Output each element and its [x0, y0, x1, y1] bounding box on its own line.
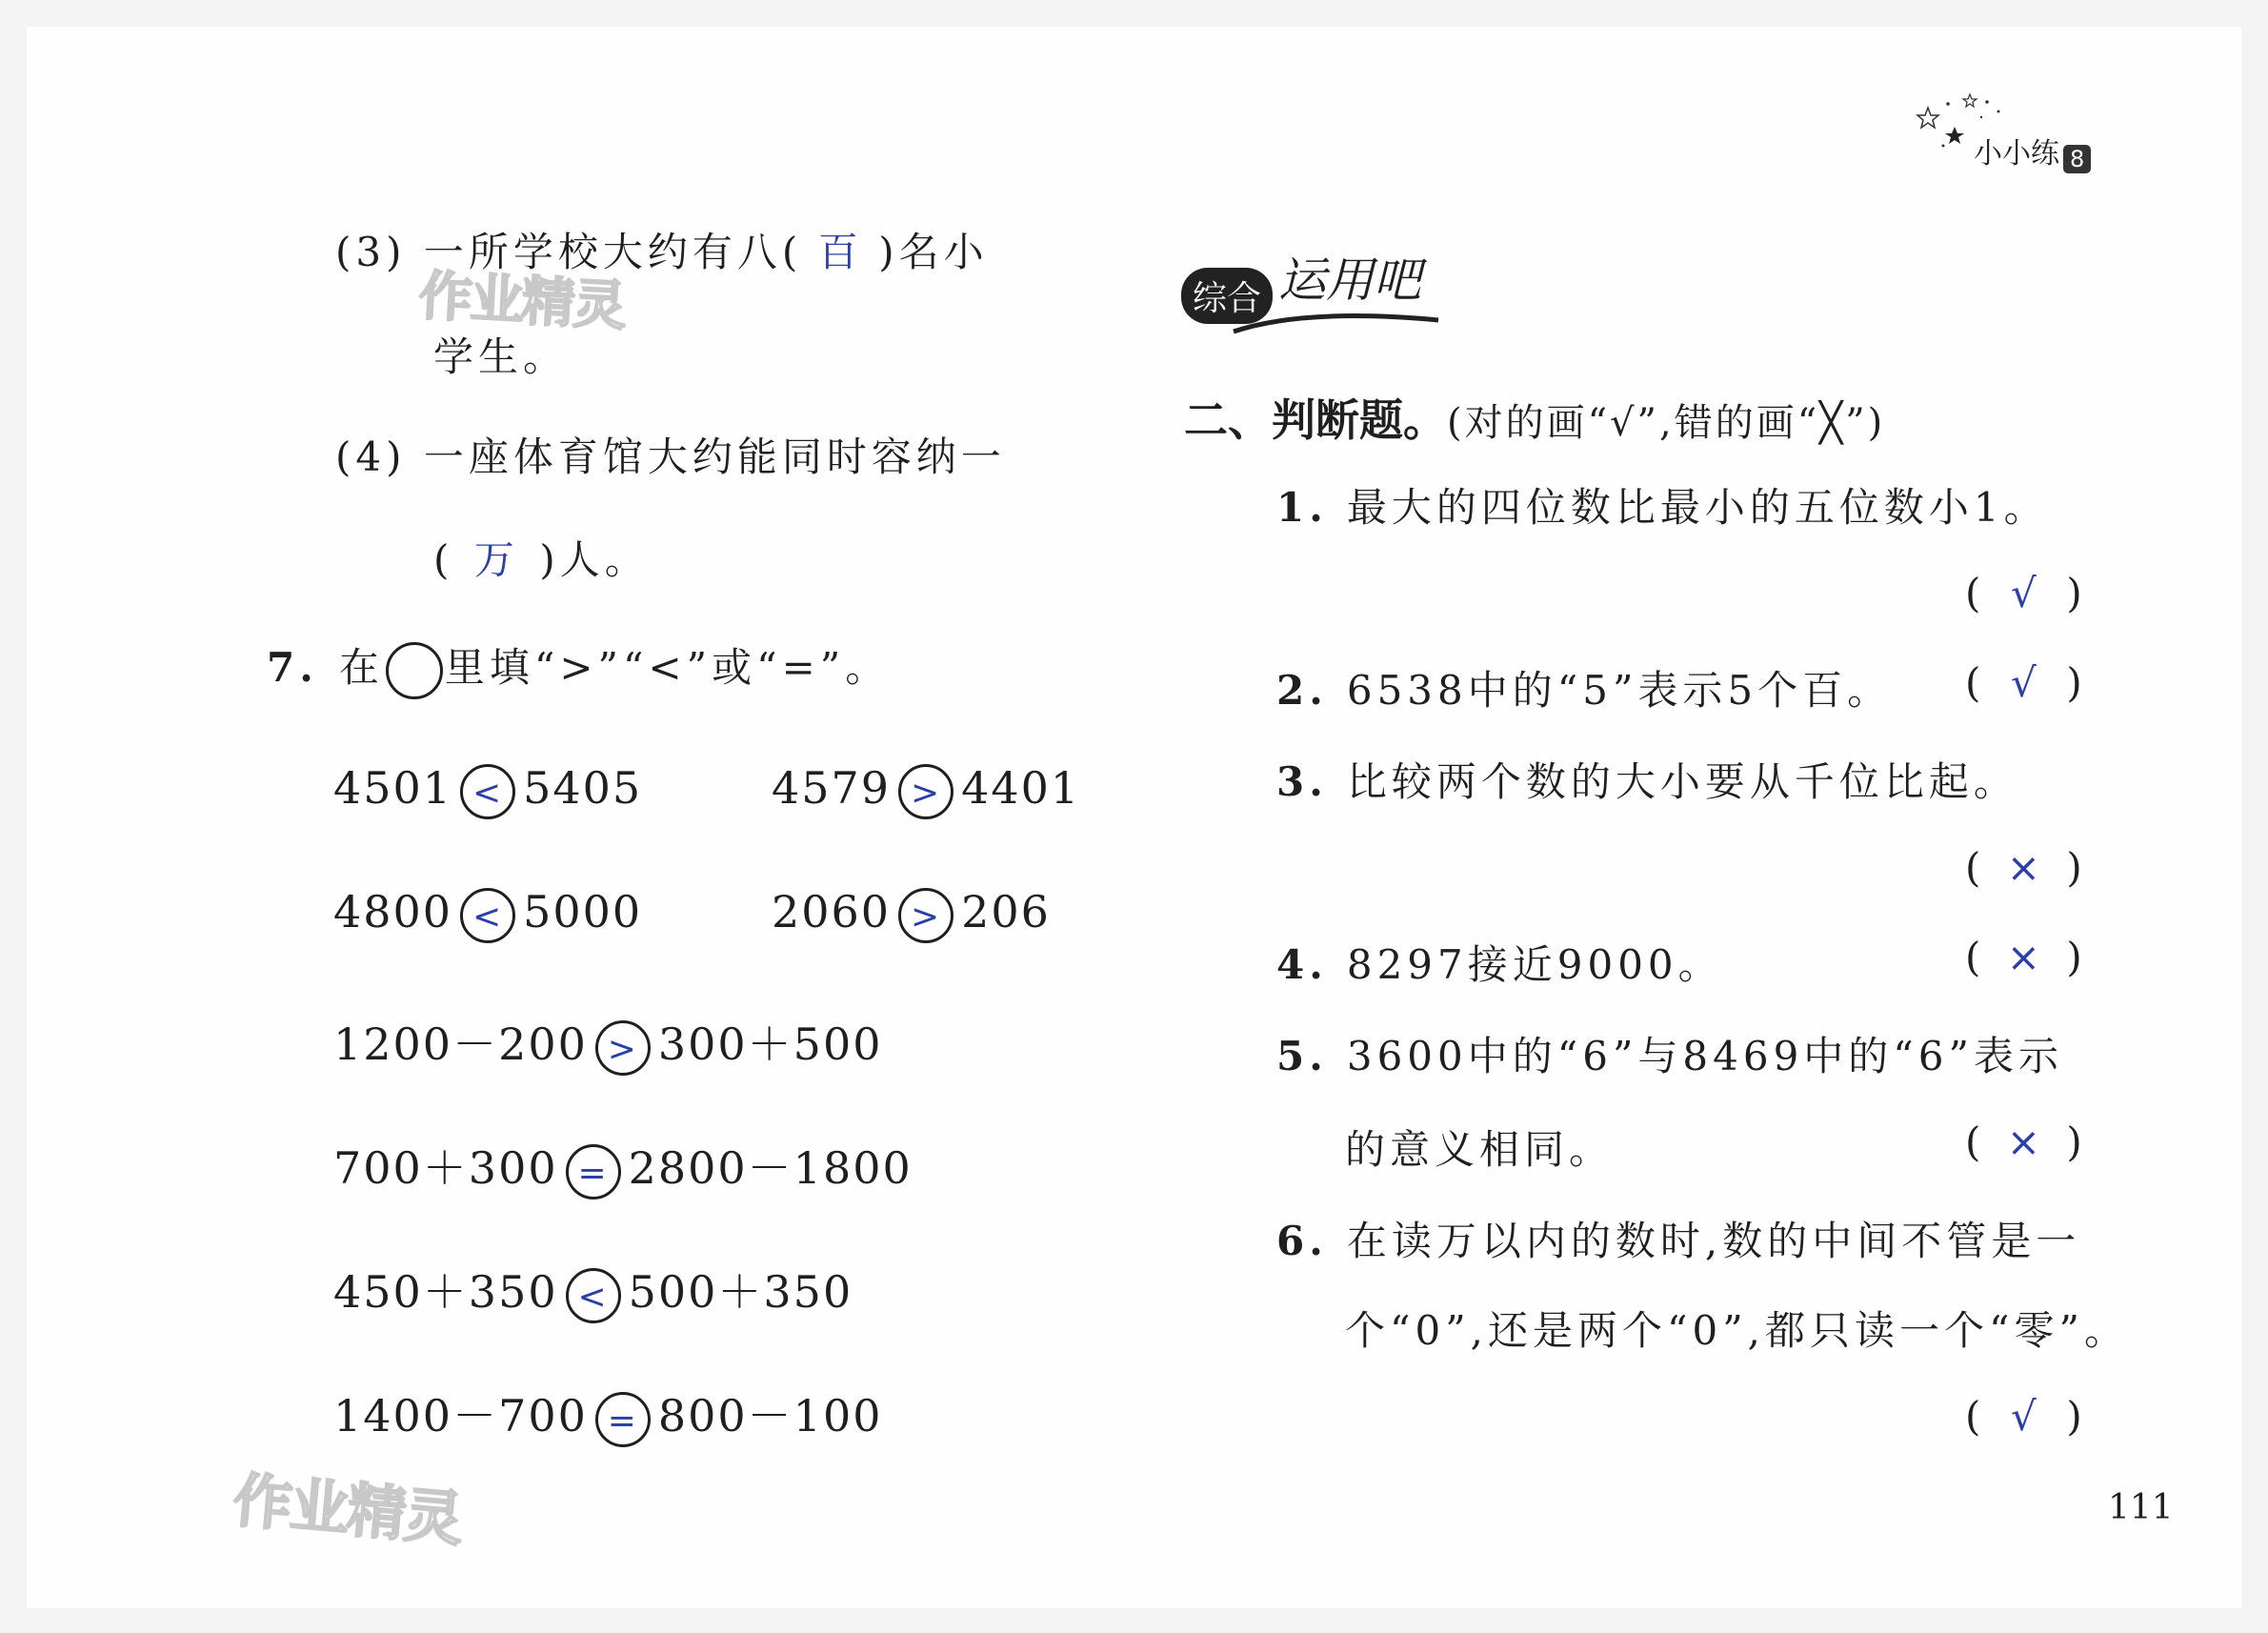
paren-open: ( — [1965, 570, 1981, 616]
judge-item-2 — [1276, 659, 1892, 716]
question-7 — [267, 636, 890, 699]
answer-paren — [1965, 934, 2082, 980]
compare-left: 2060 — [772, 886, 892, 937]
item-number: 5. — [1276, 1033, 1328, 1079]
compare-answer: > — [898, 888, 953, 943]
paren-open: ( — [1965, 659, 1981, 706]
q4-line2 — [433, 529, 650, 586]
q4-close: )人。 — [539, 536, 650, 583]
compare-right: 4401 — [961, 762, 1081, 814]
item-text: 3600中的“6”与8469中的“6”表示 — [1346, 1033, 2063, 1079]
compare-line — [333, 1134, 913, 1200]
question-3 — [335, 221, 989, 278]
blank-circle-icon — [386, 642, 443, 699]
judge-item-1 — [1276, 476, 2049, 534]
section-heading — [1184, 386, 1885, 449]
compare-line — [333, 1381, 882, 1447]
answer-paren — [1965, 1393, 2082, 1440]
q3-suffix: )名小 — [878, 229, 989, 275]
compare-item — [772, 762, 1080, 819]
compare-answer: < — [566, 1268, 621, 1323]
section-title: 二、判断题。 — [1184, 394, 1447, 446]
header-badge: 8 — [2063, 145, 2091, 173]
paren-open: ( — [1965, 934, 1981, 980]
q7-text-a: 在 — [338, 644, 384, 691]
page-number: 111 — [2108, 1488, 2174, 1527]
compare-answer: > — [898, 764, 953, 819]
paren-open: ( — [1965, 1393, 1981, 1440]
compare-right: 5000 — [523, 886, 643, 937]
compare-answer: < — [460, 888, 515, 943]
compare-answer: < — [460, 764, 515, 819]
paren-open: ( — [1965, 844, 1981, 891]
answer-mark: √ — [2011, 659, 2037, 706]
item-text: 最大的四位数比最小的五位数小1。 — [1346, 484, 2049, 531]
judge-item-3 — [1276, 751, 2018, 808]
item-text: 6538中的“5”表示5个百。 — [1346, 667, 1893, 714]
expr-left: 1400－700 — [333, 1390, 588, 1441]
watermark-bottom: 作业精灵 — [230, 1464, 465, 1555]
judge-item-6 — [1276, 1210, 2080, 1267]
judge-item-5-line2: 的意义相同。 — [1345, 1126, 1615, 1173]
expr-left: 1200－200 — [333, 1018, 588, 1070]
compare-item — [772, 886, 1051, 943]
expr-right: 300＋500 — [657, 1018, 883, 1070]
answer-mark: × — [2006, 934, 2040, 980]
page-header — [1974, 130, 2091, 173]
compare-right: 206 — [961, 886, 1051, 937]
item-text: 在读万以内的数时,数的中间不管是一 — [1346, 1218, 2081, 1264]
compare-left: 4501 — [333, 762, 453, 814]
paren-close: ) — [2066, 1393, 2082, 1440]
answer-paren — [1965, 844, 2082, 891]
expr-left: 450＋350 — [333, 1266, 558, 1318]
answer-paren — [1965, 659, 2082, 706]
item-number: 1. — [1276, 484, 1328, 531]
q7-number: 7. — [267, 644, 318, 691]
q4-answer: 万 — [473, 536, 519, 583]
logo-badge: 综合 — [1181, 268, 1273, 324]
expr-right: 2800－1800 — [628, 1142, 913, 1194]
compare-left: 4579 — [772, 762, 892, 814]
q3-answer: 百 — [817, 229, 863, 275]
header-label: 小小练 — [1974, 137, 2059, 171]
expr-right: 800－100 — [657, 1390, 883, 1441]
paren-close: ) — [2066, 1119, 2082, 1165]
section-note: (对的画“√”,错的画“╳”) — [1447, 401, 1886, 445]
answer-mark: × — [2006, 1119, 2040, 1165]
answer-paren — [1965, 570, 2082, 616]
q3-text: (3) 一所学校大约有八( — [335, 229, 803, 275]
compare-answer: = — [566, 1144, 621, 1200]
compare-item — [333, 886, 642, 943]
item-text: 比较两个数的大小要从千位比起。 — [1346, 758, 2018, 805]
compare-answer: > — [595, 1020, 651, 1076]
compare-line — [333, 1258, 853, 1323]
swoosh-icon — [1229, 303, 1448, 341]
answer-paren — [1965, 1119, 2082, 1165]
judge-item-6-line2: 个“0”,还是两个“0”,都只读一个“零”。 — [1345, 1307, 2129, 1354]
answer-mark: √ — [2011, 570, 2037, 616]
compare-line — [333, 1010, 882, 1076]
compare-answer: = — [595, 1392, 651, 1447]
question-4: (4) 一座体育馆大约能同时容纳一 — [335, 433, 1006, 480]
logo-text: 运用吧 — [1278, 252, 1422, 308]
answer-mark: × — [2006, 844, 2040, 891]
item-number: 3. — [1276, 758, 1328, 805]
compare-left: 4800 — [333, 886, 453, 937]
judge-item-4 — [1276, 934, 1723, 991]
expr-right: 500＋350 — [628, 1266, 853, 1318]
q4-open: ( — [433, 536, 454, 583]
compare-item — [333, 762, 642, 819]
expr-left: 700＋300 — [333, 1142, 558, 1194]
paren-close: ) — [2066, 934, 2082, 980]
paren-close: ) — [2066, 570, 2082, 616]
compare-right: 5405 — [523, 762, 643, 814]
item-text: 8297接近9000。 — [1346, 941, 1723, 988]
item-number: 2. — [1276, 667, 1328, 714]
item-number: 4. — [1276, 941, 1328, 988]
paren-close: ) — [2066, 659, 2082, 706]
q7-text-b: 里填“>”“<”或“=”。 — [444, 644, 891, 691]
answer-mark: √ — [2011, 1393, 2037, 1440]
judge-item-5 — [1276, 1025, 2063, 1082]
watermark-top: 作业精灵 — [417, 265, 627, 338]
paren-close: ) — [2066, 844, 2082, 891]
q3-line2: 学生。 — [433, 333, 569, 380]
item-number: 6. — [1276, 1218, 1328, 1264]
paren-open: ( — [1965, 1119, 1981, 1165]
